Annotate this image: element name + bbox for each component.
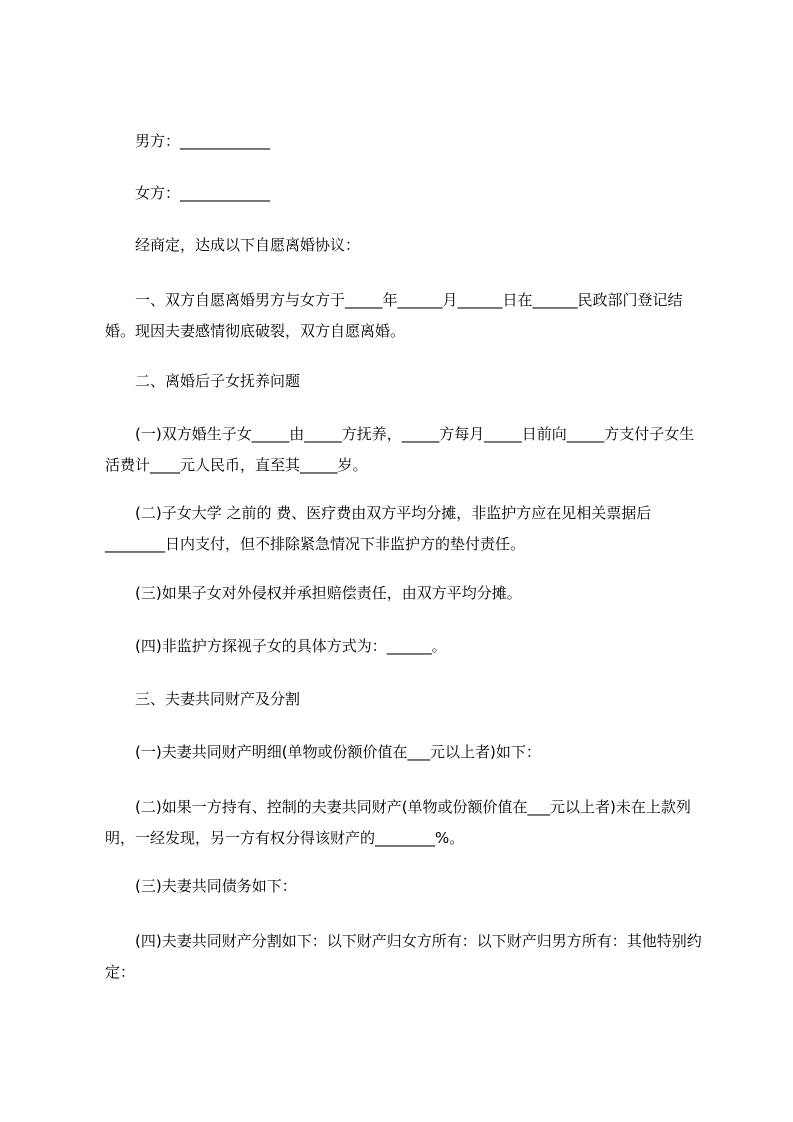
section-2-heading: 二、离婚后子女抚养问题 <box>135 372 301 390</box>
clause-3-4-property-division: (四)夫妻共同财产分割如下：以下财产归女方所有：以下财产归男方所有：其他特别约定： <box>105 932 702 981</box>
female-party-line: 女方：____________ <box>135 184 271 202</box>
clause-2-2-expenses: (二)子女大学 之前的 费、医疗费由双方平均分摊，非监护方应在见相关票据后________日内支付，但不排除紧急情况下非监护方的垫付责任。 <box>105 504 652 553</box>
section-3-heading: 三、夫妻共同财产及分割 <box>135 690 301 708</box>
agreement-intro: 经商定，达成以下自愿离婚协议： <box>135 236 361 254</box>
clause-1-voluntary-divorce: 一、双方自愿离婚男方与女方于_____年______月______日在______民政部门登记结婚。现因夫妻感情彻底破裂，双方自愿离婚。 <box>105 291 683 340</box>
clause-3-3-debts: (三)夫妻共同债务如下： <box>135 877 297 895</box>
clause-2-3-liability: (三)如果子女对外侵权并承担赔偿责任，由双方平均分摊。 <box>135 584 522 602</box>
male-party-line: 男方：____________ <box>135 132 271 150</box>
clause-3-1-property-list: (一)夫妻共同财产明细(单物或份额价值在___元以上者)如下： <box>135 743 541 761</box>
clause-3-2-undisclosed-property: (二)如果一方持有、控制的夫妻共同财产(单物或份额价值在___元以上者)未在上款列明，一经发现，另一方有权分得该财产的________%。 <box>105 798 691 847</box>
clause-2-4-visitation: (四)非监护方探视子女的具体方式为：______。 <box>135 637 447 655</box>
clause-2-1-custody: (一)双方婚生子女_____由_____方抚养，_____方每月_____日前向_____方支付子女生活费计____元人民币，直至其_____岁。 <box>105 425 695 474</box>
